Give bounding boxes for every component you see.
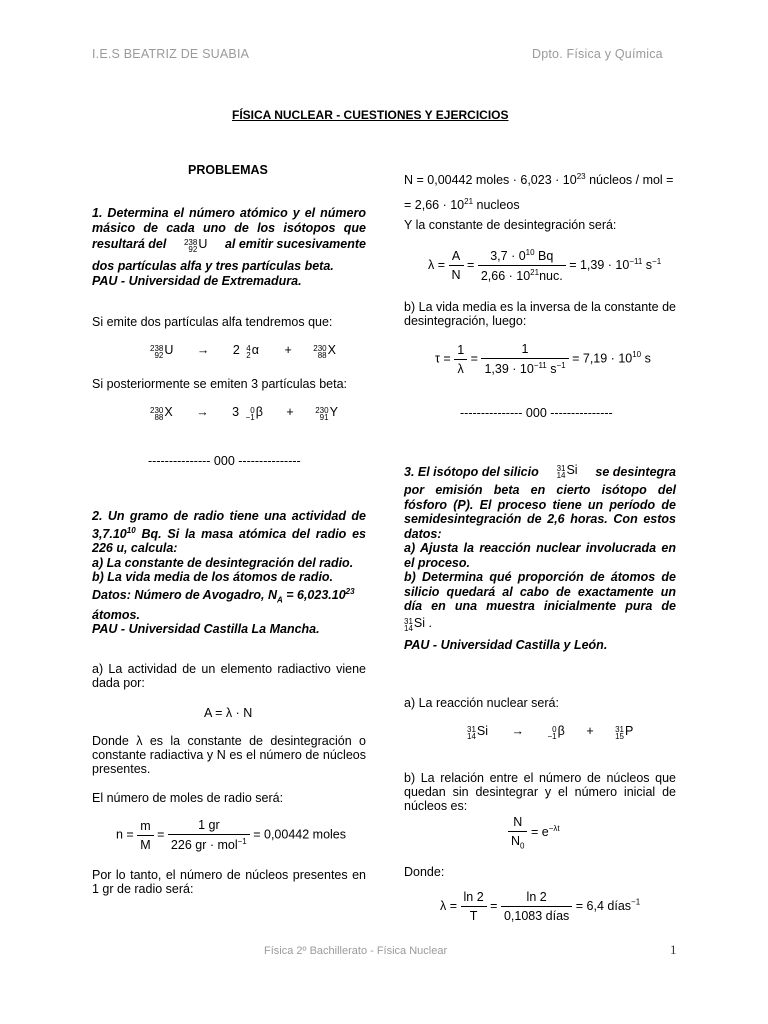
fraction bbox=[461, 890, 487, 923]
nuclei-text: N = 0,00442 moles · 6,023 · 10 bbox=[404, 173, 577, 188]
arrow-icon: → bbox=[196, 405, 209, 419]
equals-sign: = bbox=[490, 898, 498, 913]
exponent: −1 bbox=[652, 256, 662, 266]
denominator bbox=[481, 359, 568, 376]
exponent: −1 bbox=[631, 897, 641, 907]
numerator: ln 2 bbox=[501, 890, 572, 907]
atomic-number: 14 bbox=[404, 623, 413, 633]
eq-lhs: τ = bbox=[435, 351, 451, 366]
numerator-text: 3,7 · 0 bbox=[490, 249, 526, 264]
problem-2-source: PAU - Universidad Castilla La Mancha. bbox=[92, 622, 320, 637]
numerator-text: Bq bbox=[534, 249, 554, 264]
atomic-number: 14 bbox=[467, 732, 476, 741]
alpha-intro: Si emite dos partículas alfa tendremos que: bbox=[92, 315, 333, 329]
numerator: 1 bbox=[481, 342, 568, 359]
atomic-number: 2 bbox=[246, 351, 251, 360]
exponent: 21 bbox=[530, 268, 540, 278]
element-symbol: X bbox=[164, 405, 173, 419]
eq-result: = 1,39 · 10 bbox=[569, 257, 630, 272]
problem-2 bbox=[92, 509, 366, 637]
fraction bbox=[137, 819, 153, 852]
denominator: T bbox=[469, 909, 478, 923]
problem-1-text: al emitir sucesivamente bbox=[224, 237, 366, 251]
element-symbol: Y bbox=[329, 405, 338, 419]
denominator-text: 2,66 · 10 bbox=[480, 269, 531, 284]
nuclei-text: = 2,66 · 10 bbox=[404, 198, 465, 213]
problem-2-line: 2. Un gramo de radio tiene una actividad de bbox=[92, 509, 366, 523]
nuclei-line bbox=[404, 166, 673, 191]
eq-lhs: λ = bbox=[440, 898, 458, 913]
problem-2-line: b) La vida media de los átomos de radio. bbox=[92, 570, 334, 585]
lambda-equation bbox=[428, 248, 661, 283]
activity-formula: A = λ · N bbox=[204, 706, 253, 720]
atomic-number: 15 bbox=[615, 732, 625, 741]
equals-sign: = bbox=[157, 827, 165, 842]
nuclei-text: nucleos bbox=[473, 198, 520, 213]
nuclei-intro: Por lo tanto, el número de núcleos presentes en 1 gr de radio será: bbox=[92, 868, 366, 896]
isotope-numbers bbox=[404, 618, 413, 632]
mass-number: 0 bbox=[552, 725, 557, 734]
separator: --------------- 000 --------------- bbox=[148, 454, 301, 468]
problem-1-line: dos partículas alfa y tres partículas beta. bbox=[92, 259, 334, 273]
element-symbol: P bbox=[625, 724, 634, 738]
problem-1-line bbox=[92, 237, 366, 253]
half-life-intro: b) La vida media es la inversa de la constante de desintegración, luego: bbox=[404, 300, 676, 328]
atomic-number: 92 bbox=[154, 351, 164, 360]
section-heading: PROBLEMAS bbox=[188, 163, 268, 177]
arrow-icon: → bbox=[196, 343, 210, 357]
problem-3-line: b) Determina qué proporción de átomos de bbox=[404, 570, 676, 584]
denominator bbox=[168, 835, 250, 852]
isotope-u238 bbox=[184, 237, 207, 253]
atomic-number: −1 bbox=[245, 413, 255, 422]
page-number: 1 bbox=[670, 942, 677, 957]
coefficient: 2 bbox=[232, 343, 240, 357]
coefficient: 3 bbox=[232, 405, 240, 419]
problem-3-text: se desintegra bbox=[595, 464, 676, 479]
isotope-si31 bbox=[557, 463, 578, 479]
activity-explanation: Donde λ es la constante de desintegración o constante radiactiva y N es el número de núcleos presentes. bbox=[92, 734, 366, 776]
mass-number: 238 bbox=[183, 238, 198, 247]
problem-3-line: datos: bbox=[404, 526, 442, 541]
atomic-number: 88 bbox=[317, 351, 327, 360]
problem-3 bbox=[404, 463, 676, 652]
eq-lhs: λ = bbox=[428, 257, 446, 272]
fraction bbox=[449, 249, 464, 282]
atomic-number: 14 bbox=[556, 471, 566, 480]
problem-3-line: el proceso. bbox=[404, 555, 470, 570]
problem-3-text: 3. El isótopo del silicio bbox=[404, 464, 539, 479]
exponent: 10 bbox=[632, 350, 642, 360]
problem-2-line: átomos. bbox=[92, 607, 140, 622]
problem-1-source: PAU - Universidad de Extremadura. bbox=[92, 273, 302, 288]
mass-number: 238 bbox=[150, 344, 164, 353]
isotope-numbers bbox=[150, 345, 163, 359]
moles-intro: El número de moles de radio será: bbox=[92, 791, 284, 805]
header-department: Dpto. Física y Química bbox=[532, 47, 663, 61]
denominator bbox=[478, 266, 566, 283]
lambda2-equation bbox=[440, 890, 640, 923]
isotope-numbers bbox=[246, 345, 250, 359]
fraction bbox=[508, 815, 527, 851]
problem-1 bbox=[92, 206, 366, 288]
particle-symbol: α bbox=[251, 343, 259, 357]
exponent: 10 bbox=[525, 248, 535, 257]
numerator: A bbox=[449, 249, 464, 266]
equals-sign: = bbox=[470, 351, 478, 366]
equals-sign: = bbox=[467, 257, 475, 272]
separator: --------------- 000 --------------- bbox=[460, 406, 613, 420]
element-symbol: Si bbox=[413, 615, 426, 630]
denominator bbox=[508, 832, 527, 851]
element-symbol: Si bbox=[566, 463, 578, 477]
footer-text: Física 2º Bachillerato - Física Nuclear bbox=[264, 945, 448, 957]
atomic-number: 91 bbox=[319, 413, 329, 422]
nuclei-calculation bbox=[404, 166, 673, 216]
plus-sign: + bbox=[284, 343, 292, 357]
mass-number: 31 bbox=[556, 464, 566, 473]
eq-result: s bbox=[641, 351, 651, 366]
nuclei-text: núcleos / mol = bbox=[585, 173, 674, 188]
element-symbol: Si bbox=[476, 724, 489, 738]
element-symbol: U bbox=[164, 343, 174, 357]
problem-1-text: resultará del bbox=[92, 237, 167, 251]
plus-sign: + bbox=[586, 724, 594, 738]
subscript: 0 bbox=[520, 841, 525, 851]
problem-3-line: silicio quedará al cabo de exactamente un bbox=[404, 584, 676, 599]
nuclei-line bbox=[404, 191, 673, 216]
lambda-intro: Y la constante de desintegración será: bbox=[404, 218, 617, 232]
atomic-number: −1 bbox=[547, 732, 557, 741]
relation-intro: b) La relación entre el número de núcleos que quedan sin desintegrar y el número inicial de núcleos es: bbox=[404, 771, 676, 813]
beta-equation bbox=[150, 405, 338, 421]
activity-intro: a) La actividad de un elemento radiactivo viene dada por: bbox=[92, 662, 366, 690]
exponent: 21 bbox=[464, 197, 474, 207]
problem-2-line bbox=[92, 524, 366, 542]
exponent: −1 bbox=[237, 837, 247, 846]
mass-number: 230 bbox=[313, 344, 327, 353]
problem-3-line: por emisión beta en cierto isótopo del bbox=[404, 483, 676, 497]
denominator: N bbox=[451, 268, 461, 283]
numerator: m bbox=[137, 819, 153, 836]
eq-result: = 6,4 días bbox=[575, 898, 632, 913]
problem-1-line: 1. Determina el número atómico y el número bbox=[92, 206, 366, 220]
eq-result: s bbox=[642, 257, 653, 272]
isotope-numbers bbox=[313, 345, 326, 359]
atomic-number: 92 bbox=[188, 245, 198, 254]
particle-symbol: β bbox=[255, 405, 263, 419]
denominator: M bbox=[140, 837, 151, 852]
mass-number: 0 bbox=[250, 406, 255, 415]
exponent: 10 bbox=[126, 525, 136, 535]
isotope-numbers bbox=[467, 726, 476, 740]
problem-3-source: PAU - Universidad Castilla y León. bbox=[404, 637, 608, 652]
header-school: I.E.S BEATRIZ DE SUABIA bbox=[92, 47, 250, 61]
exponent: −1 bbox=[556, 361, 566, 370]
problem-3-line bbox=[404, 616, 676, 632]
moles-equation bbox=[116, 818, 346, 852]
mass-number: 230 bbox=[315, 406, 329, 415]
problem-2-line bbox=[92, 585, 366, 608]
eq-result: = e bbox=[530, 825, 549, 840]
denominator-text: nuc. bbox=[539, 269, 563, 284]
atomic-number: 88 bbox=[154, 413, 164, 422]
element-symbol: X bbox=[327, 343, 336, 357]
numerator: 1 gr bbox=[168, 818, 250, 835]
eq-lhs: n = bbox=[116, 827, 134, 842]
isotope-numbers bbox=[246, 407, 255, 421]
isotope-numbers bbox=[150, 407, 163, 421]
numerator bbox=[478, 248, 566, 266]
problem-1-line: másico de cada uno de los isótopos que bbox=[92, 220, 366, 235]
eq-result: = 0,00442 moles bbox=[253, 827, 347, 842]
isotope-numbers bbox=[315, 407, 328, 421]
tau-equation bbox=[435, 342, 651, 376]
denominator-text: 1,39 · 10 bbox=[484, 362, 534, 377]
alpha-equation bbox=[150, 343, 336, 359]
mass-number: 4 bbox=[246, 344, 251, 353]
problem-2-line: a) La constante de desintegración del radio. bbox=[92, 555, 354, 570]
isotope-numbers bbox=[184, 239, 197, 253]
isotope-numbers bbox=[615, 726, 624, 740]
silicon-equation bbox=[467, 724, 633, 740]
arrow-icon: → bbox=[511, 724, 525, 738]
fraction bbox=[454, 343, 467, 376]
subscript: A bbox=[276, 595, 283, 605]
denominator: λ bbox=[457, 361, 464, 376]
exponent: 23 bbox=[576, 172, 586, 181]
problem-3-line bbox=[404, 463, 676, 479]
mass-number: 31 bbox=[615, 725, 625, 734]
problem-3-line: a) Ajusta la reacción nuclear involucrada en bbox=[404, 541, 676, 555]
numerator: N bbox=[508, 815, 527, 832]
isotope-numbers bbox=[548, 726, 557, 740]
avogadro-value: = 6,023.10 bbox=[282, 587, 346, 602]
problem-3-line: fósforo (P). El proceso tiene un período de bbox=[404, 497, 676, 512]
exponent: −11 bbox=[533, 361, 547, 370]
mass-number: 230 bbox=[150, 406, 164, 415]
denominator-text: N bbox=[511, 834, 521, 848]
mass-number: 31 bbox=[404, 616, 413, 626]
fraction bbox=[501, 890, 572, 923]
particle-symbol: β bbox=[557, 724, 565, 738]
exponent: −11 bbox=[629, 256, 643, 266]
beta-intro: Si posteriormente se emiten 3 partículas beta: bbox=[92, 377, 347, 391]
numerator: ln 2 bbox=[461, 890, 487, 907]
period: . bbox=[425, 615, 432, 630]
problem-2-text: Datos: Número de Avogadro, N bbox=[92, 587, 277, 602]
denominator-text: 226 gr · mol bbox=[170, 838, 238, 853]
page-title: FÍSICA NUCLEAR - CUESTIONES Y EJERCICIOS bbox=[232, 108, 509, 122]
problem-3-line: semidesintegración de 2,6 horas. Con estos bbox=[404, 512, 676, 526]
problem-2-text: Bq. Si la masa atómica del radio es bbox=[135, 526, 366, 541]
fraction bbox=[168, 818, 250, 852]
denominator-text: s bbox=[546, 362, 557, 377]
numerator: 1 bbox=[454, 343, 467, 360]
denominator: 0,1083 días bbox=[503, 909, 570, 923]
donde-label: Donde: bbox=[404, 865, 445, 879]
exponent: −λt bbox=[548, 823, 560, 833]
fraction bbox=[481, 342, 568, 376]
fraction bbox=[478, 248, 566, 283]
exponent: 23 bbox=[345, 586, 355, 596]
problem-2-line: 226 u, calcula: bbox=[92, 541, 178, 556]
activity-value: 3,7.10 bbox=[92, 526, 127, 541]
isotope-numbers bbox=[557, 465, 566, 479]
element-symbol: U bbox=[198, 237, 208, 251]
ratio-equation bbox=[508, 815, 560, 851]
plus-sign: + bbox=[286, 405, 294, 419]
problem-3-line: día en una muestra inicialmente pura de bbox=[404, 599, 676, 613]
reaction-intro: a) La reacción nuclear será: bbox=[404, 696, 559, 710]
mass-number: 31 bbox=[467, 725, 476, 734]
eq-result: = 7,19 · 10 bbox=[572, 351, 633, 366]
